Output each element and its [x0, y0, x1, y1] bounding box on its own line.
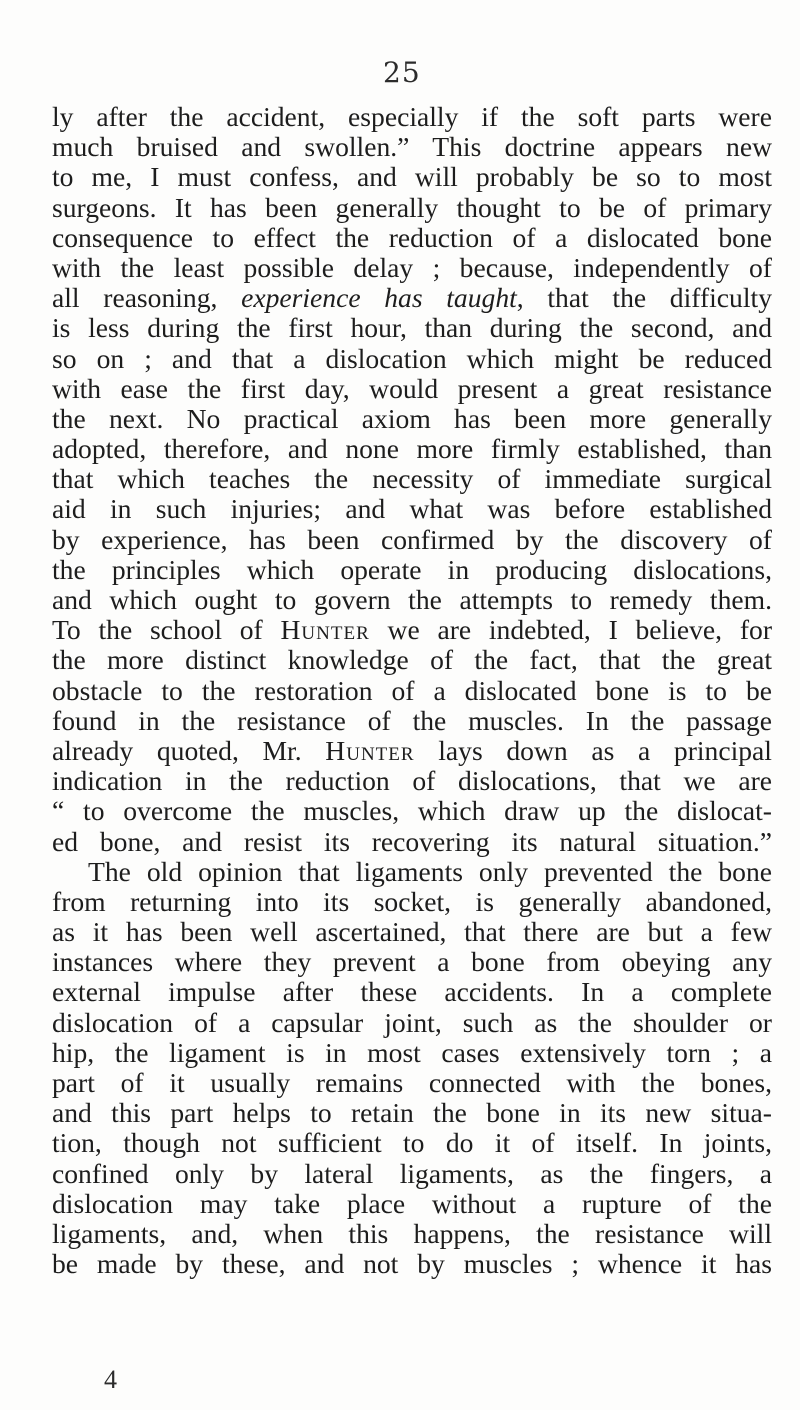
text-line: already quoted, Mr. Hunter lays down as a principal	[52, 734, 772, 766]
text-line: ed bone, and resist its recovering its natural situation.”	[52, 825, 772, 857]
small-caps-name: Hunter	[325, 734, 415, 766]
text-line: indication in the reduction of dislocations, that we are	[52, 765, 772, 797]
text-line: surgeons. It has been generally thought to be of primary	[52, 191, 772, 223]
text-line: adopted, therefore, and none more firmly established, than	[52, 433, 772, 465]
text-line: the principles which operate in producing dislocations,	[52, 553, 772, 585]
text-line: ly after the accident, especially if the soft parts were	[52, 101, 772, 132]
text-line: found in the resistance of the muscles. In the passage	[52, 704, 772, 736]
text-line: by experience, has been confirmed by the discovery of	[52, 523, 772, 555]
text-line: hip, the ligament is in most cases extensively torn ; a	[52, 1036, 772, 1068]
text-line: much bruised and swollen.” This doctrine appears new	[52, 131, 772, 163]
text-line: all reasoning, experience has taught, that the difficulty	[52, 282, 772, 314]
text-line: be made by these, and not by muscles ; whence it has	[52, 1248, 772, 1280]
text-line: To the school of Hunter we are indebted, I believe, for	[52, 614, 773, 646]
text-line: the more distinct knowledge of the fact, that the great	[52, 644, 772, 676]
text-line: to me, I must confess, and will probably be so to most	[52, 161, 772, 193]
text-line: as it has been well ascertained, that there are but a few	[52, 916, 772, 948]
text-line: is less during the first hour, than during the second, and	[52, 312, 772, 344]
text-line: and this part helps to retain the bone in its new situa-	[52, 1097, 772, 1129]
text-line: aid in such injuries; and what was before established	[52, 493, 772, 525]
emphasis: experience has taught	[241, 282, 517, 314]
page-number: 25	[383, 56, 421, 89]
text-line: confined only by lateral ligaments, as the fingers, a	[52, 1157, 772, 1189]
text-line: the next. No practical axiom has been more generally	[52, 402, 772, 434]
text-line: tion, though not sufficient to do it of itself. In joints,	[52, 1127, 772, 1159]
text-line: so on ; and that a dislocation which might be reduced	[52, 342, 772, 374]
text-line: and which ought to govern the attempts to remedy them.	[52, 584, 772, 615]
small-caps-name: Hunter	[280, 614, 370, 646]
text-line: that which teaches the necessity of immediate surgical	[52, 463, 772, 495]
text-line: instances where they prevent a bone from obeying any	[52, 946, 772, 978]
text-line: obstacle to the restoration of a dislocated bone is to be	[52, 674, 772, 706]
text-line: The old opinion that ligaments only prevented the bone	[88, 855, 772, 887]
text-line: with ease the first day, would present a great resistance	[52, 372, 772, 404]
text-line: part of it usually remains connected with the bones,	[52, 1067, 772, 1098]
text-line: dislocation may take place without a rupture of the	[52, 1187, 772, 1219]
text-line: with the least possible delay ; because, independently of	[52, 251, 772, 283]
text-line: “ to overcome the muscles, which draw up the dislocat-	[52, 795, 772, 827]
text-line: dislocation of a capsular joint, such as the shoulder or	[52, 1006, 772, 1038]
signature-mark: 4	[104, 1365, 117, 1394]
body-text	[52, 102, 772, 1279]
text-line: consequence to effect the reduction of a dislocated bone	[52, 221, 772, 253]
text-line: ligaments, and, when this happens, the resistance will	[52, 1217, 772, 1249]
text-line: external impulse after these accidents. In a complete	[52, 976, 772, 1008]
text-line: from returning into its socket, is generally abandoned,	[52, 885, 772, 917]
